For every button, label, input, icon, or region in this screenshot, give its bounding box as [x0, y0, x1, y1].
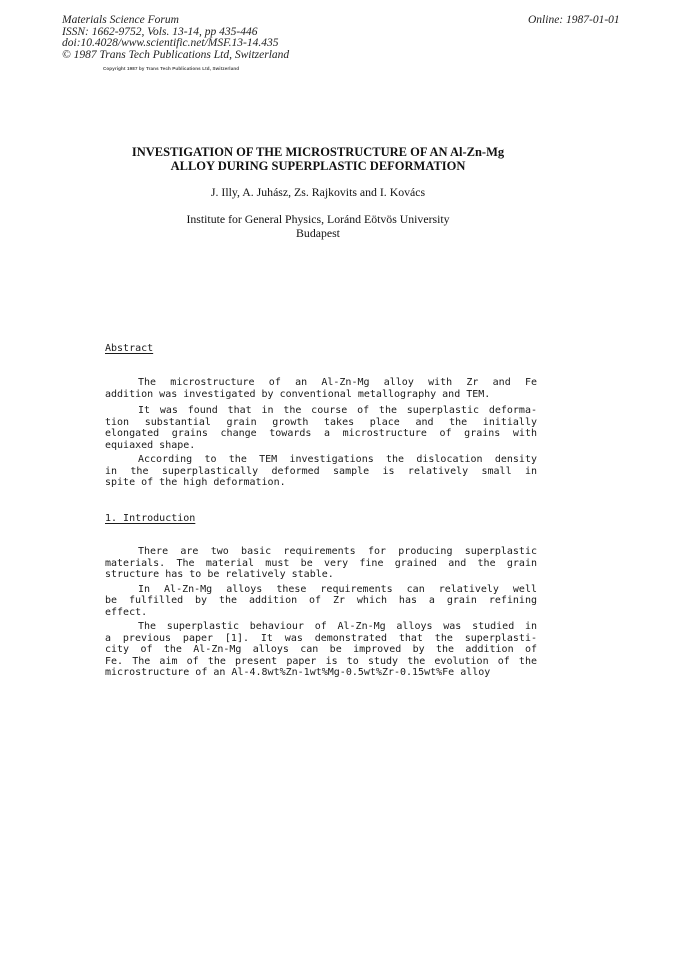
intro-line: be fulfilled by the addition of Zr which has a grain refining [105, 595, 537, 606]
affiliation [100, 212, 536, 240]
doi-line: doi:10.4028/www.scientific.net/MSF.13-14.435 [62, 37, 279, 50]
abstract-body [105, 377, 537, 489]
paper-title [100, 146, 536, 173]
authors: J. Illy, A. Juhász, Zs. Rajkovits and I. Kovács [210, 185, 426, 199]
abstract-line: It was found that in the course of the superplastic deforma- [138, 405, 537, 416]
intro-line: effect. [105, 606, 148, 618]
copyright-strip: Copyright 1987 by Trans Tech Publications Ltd, Switzerland [103, 66, 240, 71]
intro-line: The superplastic behaviour of Al-Zn-Mg alloys was studied in [138, 621, 537, 632]
abstract-line: elongated grains change towards a microstructure of grains with [105, 428, 537, 439]
affiliation-line-1: Institute for General Physics, Loránd Eötvös University [186, 212, 450, 226]
abstract-line: According to the TEM investigations the dislocation density [138, 454, 537, 465]
intro-line: materials. The material must be very fine grained and the grain [105, 557, 537, 569]
intro-line: Fe. The aim of the present paper is to study the evolution of the [105, 655, 537, 667]
abstract-line: spite of the high deformation. [105, 477, 286, 488]
intro-line: There are two basic requirements for producing superplastic [138, 546, 537, 557]
title-line-2: ALLOY DURING SUPERPLASTIC DEFORMATION [170, 158, 466, 173]
abstract-line: equiaxed shape. [105, 439, 196, 451]
intro-line: structure has to be relatively stable. [105, 569, 334, 580]
online-date: Online: 1987-01-01 [528, 14, 620, 26]
abstract-heading: Abstract [105, 343, 154, 354]
issn-line: ISSN: 1662-9752, Vols. 13-14, pp 435-446 [62, 25, 258, 38]
abstract-line: The microstructure of an Al-Zn-Mg alloy with Zr and Fe [138, 377, 537, 388]
publication-header [62, 15, 422, 61]
copyright-line: © 1987 Trans Tech Publications Ltd, Switzerland [62, 48, 290, 61]
journal-name: Materials Science Forum [62, 14, 179, 26]
intro-line: a previous paper [1]. It was demonstrated that the superplasti- [105, 632, 537, 644]
introduction-body [105, 546, 537, 679]
title-line-1: INVESTIGATION OF THE MICROSTRUCTURE OF AN Al-Zn-Mg [131, 145, 505, 159]
affiliation-line-2: Budapest [296, 226, 340, 240]
abstract-line: addition was investigated by conventional metallography and TEM. [105, 388, 491, 400]
abstract-line: tion substantial grain growth takes place and the initially [105, 416, 537, 428]
introduction-heading: 1. Introduction [105, 513, 196, 524]
intro-line: In Al-Zn-Mg alloys these requirements can relatively well [138, 583, 537, 595]
intro-line: microstructure of an Al-4.8wt%Zn-1wt%Mg-0.5wt%Zr-0.15wt%Fe alloy [105, 667, 491, 678]
abstract-line: in the superplastically deformed sample is relatively small in [105, 465, 537, 477]
intro-line: city of the Al-Zn-Mg alloys can be improved by the addition of [105, 644, 537, 655]
